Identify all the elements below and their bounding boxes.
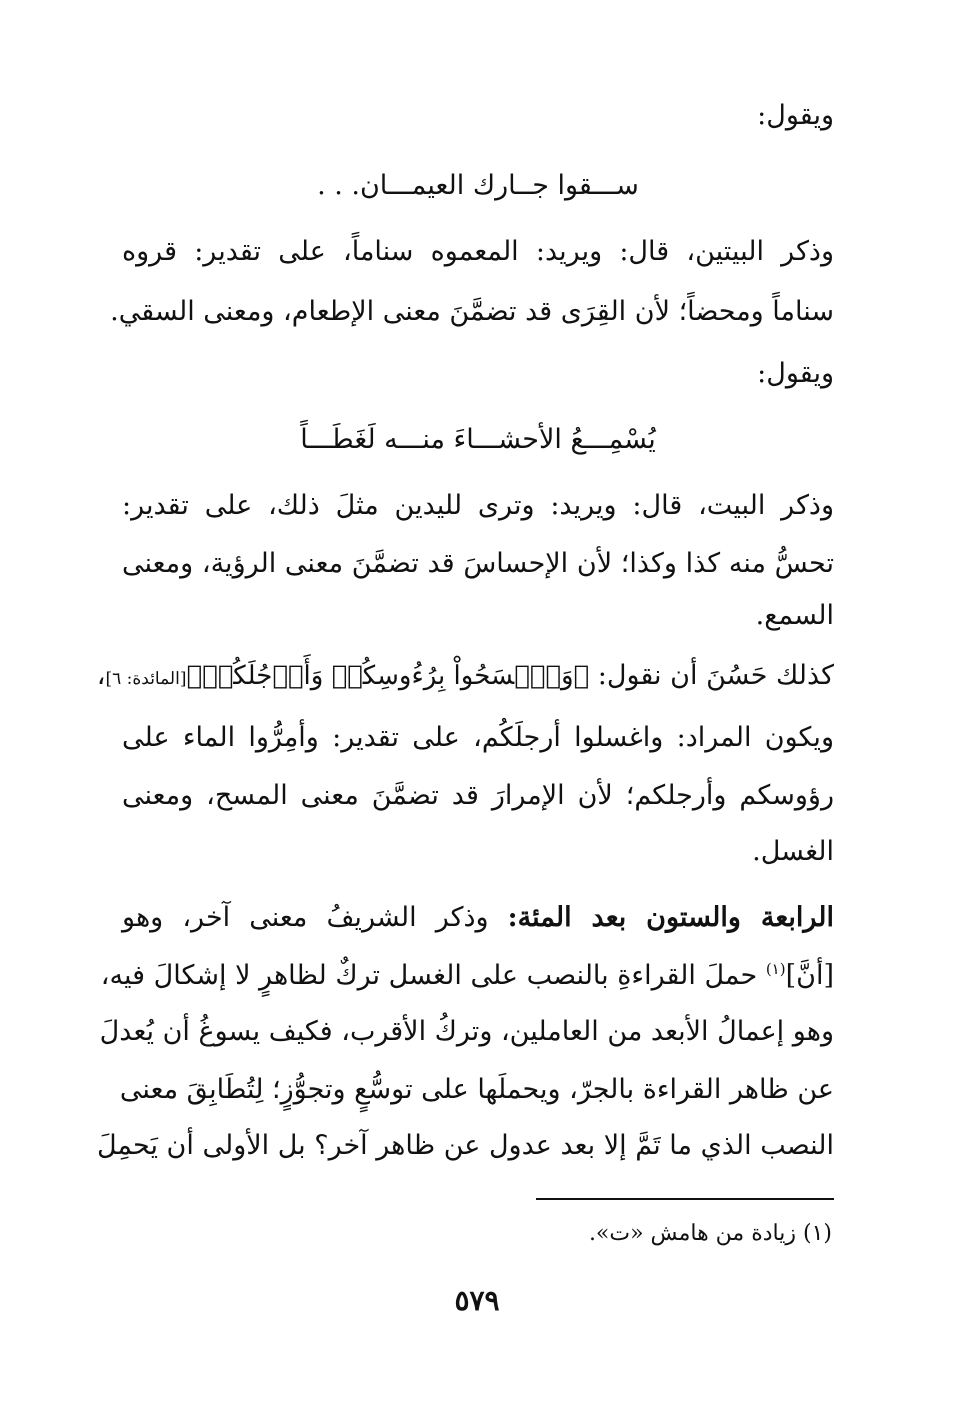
- quran-verse: ﴿وَٱمۡسَحُواْ بِرُءُوسِكُمۡ وَأَرۡجُلَكُمۡ﴾: [186, 661, 590, 691]
- text-line: وهو إعمالُ الأبعد من العاملين، وتركُ الأقرب، فكيف يسوغُ أن يُعدلَ: [99, 1016, 834, 1047]
- text-line: ويقول:: [757, 358, 834, 389]
- comma: ،: [96, 660, 106, 691]
- section-text: وذكر الشريفُ معنى آخر، وهو: [122, 902, 508, 933]
- footnote-text: زيادة من هامش «ت».: [588, 1221, 796, 1246]
- line-text: حملَ القراءةِ بالنصب على الغسل تركٌ لظاهرٍ لا إشكالَ فيه،: [100, 960, 758, 991]
- footnote-number: (١): [802, 1221, 832, 1246]
- section-first-line: [122, 898, 834, 938]
- verse-line: يُسْمِـــعُ الأحشـــاءَ منـــه لَغَطَـــاً: [300, 424, 656, 455]
- text-line: عن ظاهر القراءة بالجرّ، ويحملَها على توسُّعٍ وتجوُّزٍ؛ لِتُطَابِقَ معنى: [119, 1074, 834, 1105]
- text-line: ويقول:: [757, 100, 834, 131]
- footnote-marker: (١): [765, 960, 786, 978]
- text-line: سناماً ومحضاً؛ لأن القِرَى قد تضمَّنَ معنى الإطعام، ومعنى السقي.: [110, 296, 834, 327]
- text-line: وذكر البيت، قال: ويريد: وترى لليدين مثلَ ذلك، على تقدير:: [122, 490, 834, 521]
- quote-intro: كذلك حَسُنَ أن نقول:: [589, 660, 834, 691]
- inserted-word: [أنَّ]: [785, 960, 834, 991]
- text-line: رؤوسكم وأرجلكم؛ لأن الإمرارَ قد تضمَّنَ معنى المسح، ومعنى: [122, 780, 834, 811]
- verse-line: ســـقوا جــارك العيمـــان. . .: [317, 170, 639, 201]
- text-line: وذكر البيتين، قال: ويريد: المعموه سناماً، على تقدير: قروه: [122, 236, 834, 267]
- text-line: الغسل.: [752, 836, 834, 867]
- quran-quote-line: [96, 656, 834, 699]
- verse-reference: [المائدة: ٦]: [105, 669, 187, 689]
- text-line: النصب الذي ما تَمَّ إلا بعد عدول عن ظاهر آخر؟ بل الأولى أن يَحمِلَ: [96, 1130, 834, 1161]
- footnote: [589, 1218, 832, 1250]
- footnote-separator: [536, 1198, 834, 1200]
- section-heading: الرابعة والستون بعد المئة:: [507, 902, 834, 933]
- text-line: [100, 956, 834, 996]
- text-line: تحسُّ منه كذا وكذا؛ لأن الإحساسَ قد تضمَّنَ معنى الرؤية، ومعنى: [122, 548, 834, 579]
- page-number: ٥٧٩: [454, 1284, 500, 1317]
- text-line: السمع.: [755, 600, 834, 631]
- text-line: ويكون المراد: واغسلوا أرجلَكُم، على تقدير: وأمِرُّوا الماء على: [122, 722, 834, 753]
